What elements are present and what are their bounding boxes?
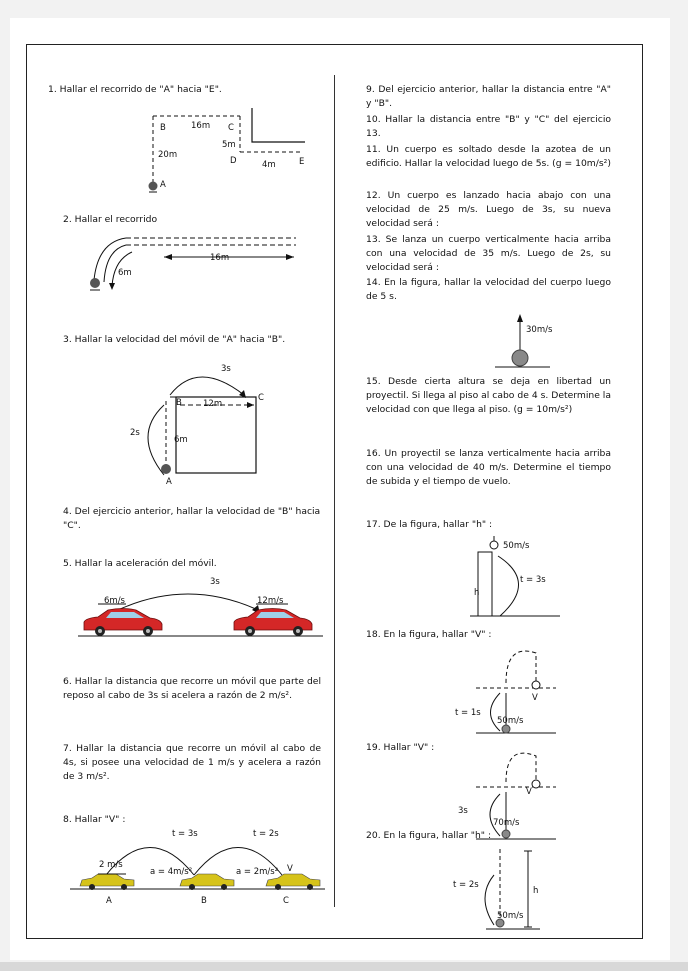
problem-16: 16. Un proyectil se lanza verticalmente hacia arriba con una velocidad de 40 m/s. Determine el tiempo de subida y el tiempo de vuelo. — [366, 448, 611, 487]
fig5-label-6ms: 6m/s — [104, 596, 125, 606]
fig2-label-16m: 16m — [210, 253, 230, 263]
fig5-label-3s: 3s — [210, 577, 220, 587]
problem-4: 4. Del ejercicio anterior, hallar la velocidad de "B" hacia "C". — [63, 506, 321, 531]
fig2-label-6m: 6m — [118, 268, 132, 278]
fig20-label-h: h — [533, 886, 539, 896]
problem-19: 19. Hallar "V" : — [366, 742, 435, 753]
fig8-label-a1: a = 4m/s² — [150, 867, 193, 877]
fig1-label-4m: 4m — [262, 160, 276, 170]
fig20-label-50ms: 50m/s — [497, 911, 524, 921]
fig8-label-v: V — [287, 864, 293, 874]
fig8-label-v0: 2 m/s — [99, 860, 123, 870]
problem-12: 12. Un cuerpo es lanzado hacia abajo con una velocidad de 25 m/s. Luego de 3s, su nueva velocidad será : — [366, 190, 611, 229]
car-icon — [234, 609, 312, 637]
problem-20: 20. En la figura, hallar "h" : — [366, 830, 492, 841]
problem-13: 13. Se lanza un cuerpo verticalmente hacia arriba con una velocidad de 35 m/s. Luego de 2s, su velocidad será : — [366, 234, 611, 273]
fig18-label-v: V — [532, 693, 538, 703]
fig5-label-12ms: 12m/s — [257, 596, 284, 606]
fig8-label-a2: a = 2m/s² — [236, 867, 279, 877]
fig1-label-a: A — [160, 180, 166, 190]
problem-14: 14. En la figura, hallar la velocidad del cuerpo luego de 5 s. — [366, 277, 611, 302]
problem-2: 2. Hallar el recorrido — [63, 214, 158, 225]
fig18-label-t: t = 1s — [455, 708, 481, 718]
fig1-label-d: D — [230, 156, 237, 166]
car-icon — [80, 874, 134, 890]
fig1-label-20m: 20m — [158, 150, 178, 160]
fig19-label-3s: 3s — [458, 806, 468, 816]
fig19-label-70ms: 70m/s — [493, 818, 520, 828]
figure-3-square — [136, 365, 271, 480]
fig3-label-3s: 3s — [221, 364, 231, 374]
fig3-label-a: A — [166, 477, 172, 487]
problem-8: 8. Hallar "V" : — [63, 814, 126, 825]
fig3-label-2s: 2s — [130, 428, 140, 438]
problem-18: 18. En la figura, hallar "V" : — [366, 629, 492, 640]
figure-5-cars — [78, 582, 323, 644]
figure-2-path — [84, 228, 309, 298]
fig17-label-50ms: 50m/s — [503, 541, 530, 551]
fig1-label-b: B — [160, 123, 166, 133]
fig17-label-h: h — [474, 588, 480, 598]
fig8-label-t2: t = 2s — [253, 829, 279, 839]
fig3-label-12m: 12m — [203, 399, 223, 409]
problem-5: 5. Hallar la aceleración del móvil. — [63, 558, 217, 569]
problem-17: 17. De la figura, hallar "h" : — [366, 519, 493, 530]
fig19-label-v: V — [526, 787, 532, 797]
problem-6: 6. Hallar la distancia que recorre un móvil que parte del reposo al cabo de 3s si acelera a razón de 2 m/s². — [63, 676, 321, 701]
fig3-label-c: C — [258, 393, 264, 403]
fig14-label-30ms: 30m/s — [526, 325, 553, 335]
car-icon — [84, 609, 162, 637]
column-divider — [334, 75, 335, 907]
fig8-label-t3: t = 3s — [172, 829, 198, 839]
fig1-label-c: C — [228, 123, 234, 133]
fig1-label-e: E — [299, 157, 305, 167]
fig20-label-t: t = 2s — [453, 880, 479, 890]
problem-11: 11. Un cuerpo es soltado desde la azotea de un edificio. Hallar la velocidad luego de 5s. (g = 10m/s²) — [366, 144, 611, 169]
fig17-label-t: t = 3s — [520, 575, 546, 585]
problem-15: 15. Desde cierta altura se deja en libertad un proyectil. Si llega al piso al cabo de 4 s. Determine la velocidad con que llega al piso. (g = 10m/s²) — [366, 376, 611, 415]
fig3-label-b: B — [176, 398, 182, 408]
fig1-label-5m: 5m — [222, 140, 236, 150]
problem-7: 7. Hallar la distancia que recorre un móvil al cabo de 4s, si posee una velocidad de 1 m/s y acelera a razón de 3 m/s². — [63, 743, 321, 782]
fig3-label-6m: 6m — [174, 435, 188, 445]
problem-10: 10. Hallar la distancia entre "B" y "C" del ejercicio 13. — [366, 114, 611, 139]
bottom-bar — [0, 962, 688, 971]
fig8-label-b: B — [201, 896, 207, 906]
figure-14-ball — [490, 313, 560, 373]
fig8-label-a: A — [106, 896, 112, 906]
problem-1: 1. Hallar el recorrido de "A" hacia "E". — [48, 84, 222, 95]
problem-3: 3. Hallar la velocidad del móvil de "A" hacia "B". — [63, 334, 286, 345]
fig18-label-50ms: 50m/s — [497, 716, 524, 726]
problem-9: 9. Del ejercicio anterior, hallar la distancia entre "A" y "B". — [366, 84, 611, 109]
fig8-label-c: C — [283, 896, 289, 906]
fig1-label-16m: 16m — [191, 121, 211, 131]
